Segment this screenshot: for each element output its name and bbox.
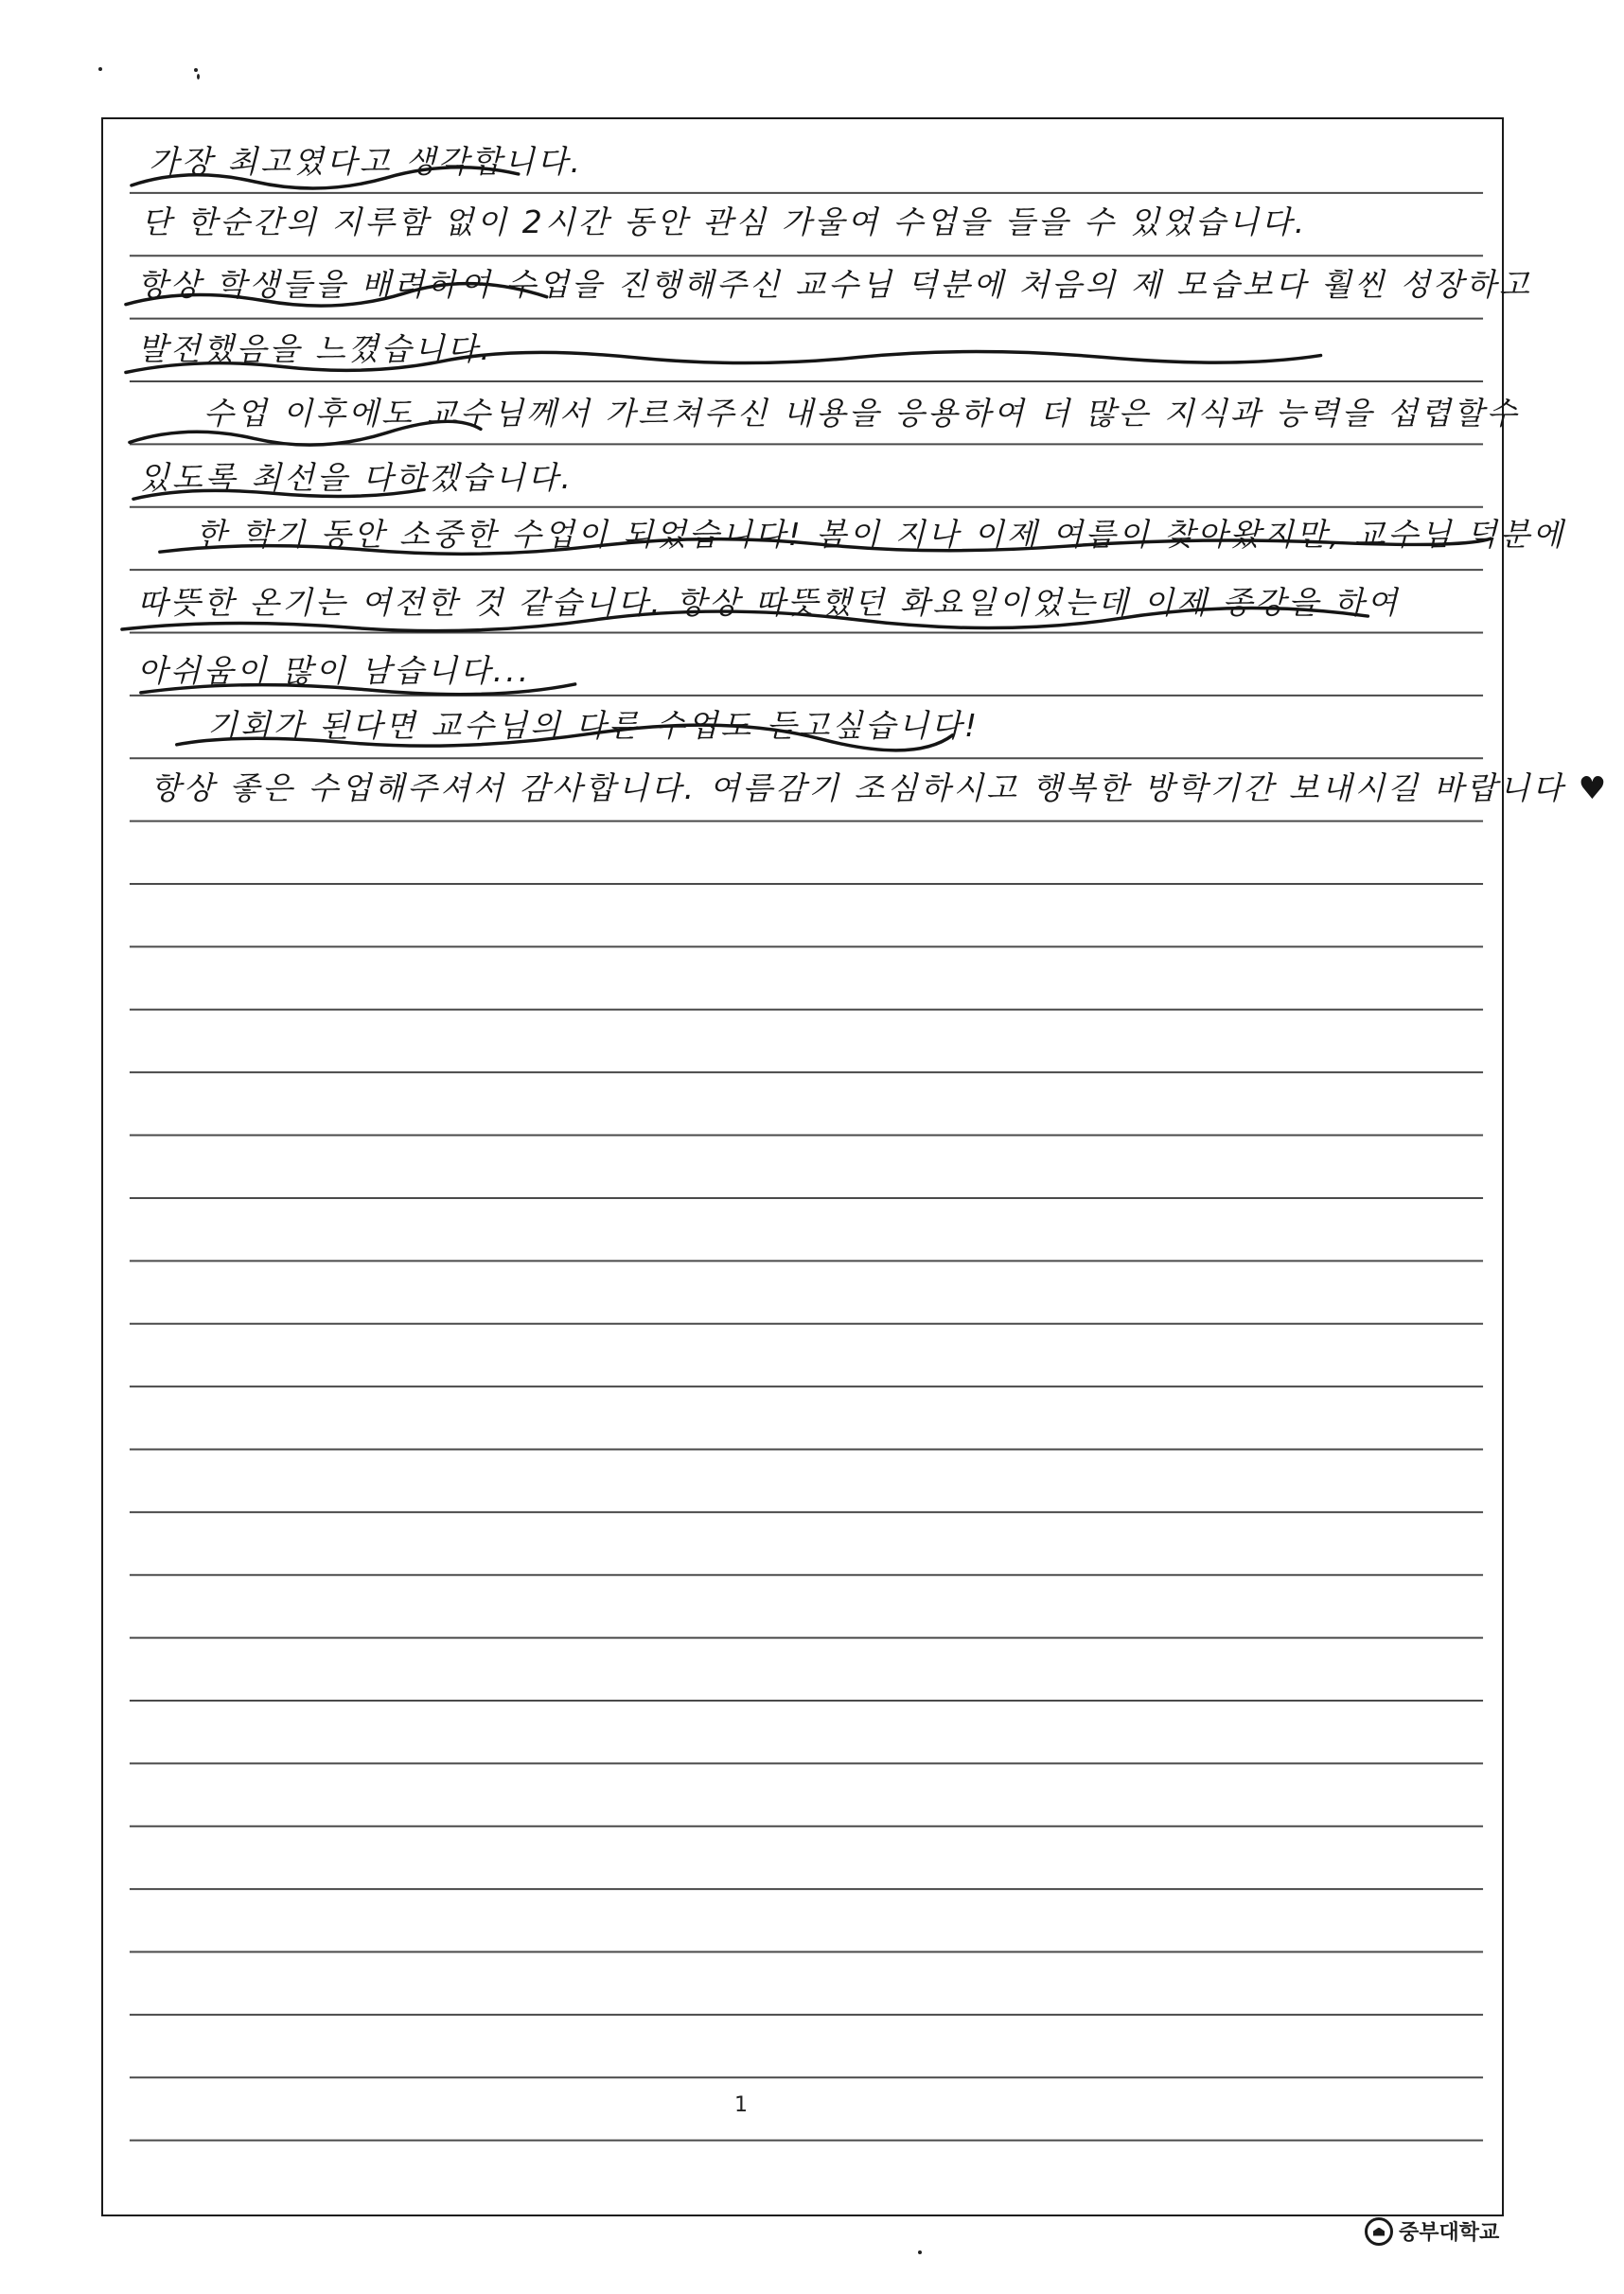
scan-speck xyxy=(98,67,102,71)
university-logo xyxy=(1365,2216,1499,2246)
scan-speck xyxy=(194,68,198,72)
lined-paper-frame xyxy=(101,117,1610,2216)
letter-line: 발전했음을 느꼈습니다. xyxy=(137,330,493,367)
letter-line: 항상 학생들을 배려하여 수업을 진행해주신 교수님 덕분에 처음의 제 모습보다 훨씬 성장하고 xyxy=(137,266,1532,303)
letter-line: 수업 이후에도 교수님께서 가르쳐주신 내용을 응용하여 더 많은 지식과 능력을 섭렵할수 xyxy=(203,395,1520,432)
letter-line: 기회가 된다면 교수님의 다른 수업도 듣고싶습니다! xyxy=(207,707,980,744)
university-name: 중부대학교 xyxy=(1399,2221,1500,2245)
closing-text: 항상 좋은 수업해주셔서 감사합니다. 여름감기 조심하시고 행복한 방학기간 보내시길 바랍니다 xyxy=(150,769,1566,806)
letter-line: 아쉬움이 많이 남습니다... xyxy=(137,652,532,689)
page-number: 1 xyxy=(734,2093,748,2117)
scan-speck xyxy=(918,2250,922,2254)
letter-line: 가장 최고였다고 생각합니다. xyxy=(149,143,584,180)
letter-line xyxy=(150,769,1610,806)
ruled-lines xyxy=(103,119,1502,2215)
letter-line: 한 학기 동안 소중한 수업이 되었습니다! 봄이 지나 이제 여름이 찾아왔지만, 교수님 덕분에 xyxy=(196,516,1566,553)
university-emblem-icon xyxy=(1365,2217,1393,2246)
heart-icon: ♥ xyxy=(1578,769,1610,806)
scan-speck xyxy=(197,74,200,79)
letter-line: 단 한순간의 지루함 없이 2시간 동안 관심 가울여 수업을 들을 수 있었습니다. xyxy=(141,203,1308,240)
letter-line: 따뜻한 온기는 여전한 것 같습니다. 항상 따뜻했던 화요일이었는데 이제 종강을 하여 xyxy=(137,584,1401,621)
letter-line: 있도록 최선을 다하겠습니다. xyxy=(139,459,574,496)
